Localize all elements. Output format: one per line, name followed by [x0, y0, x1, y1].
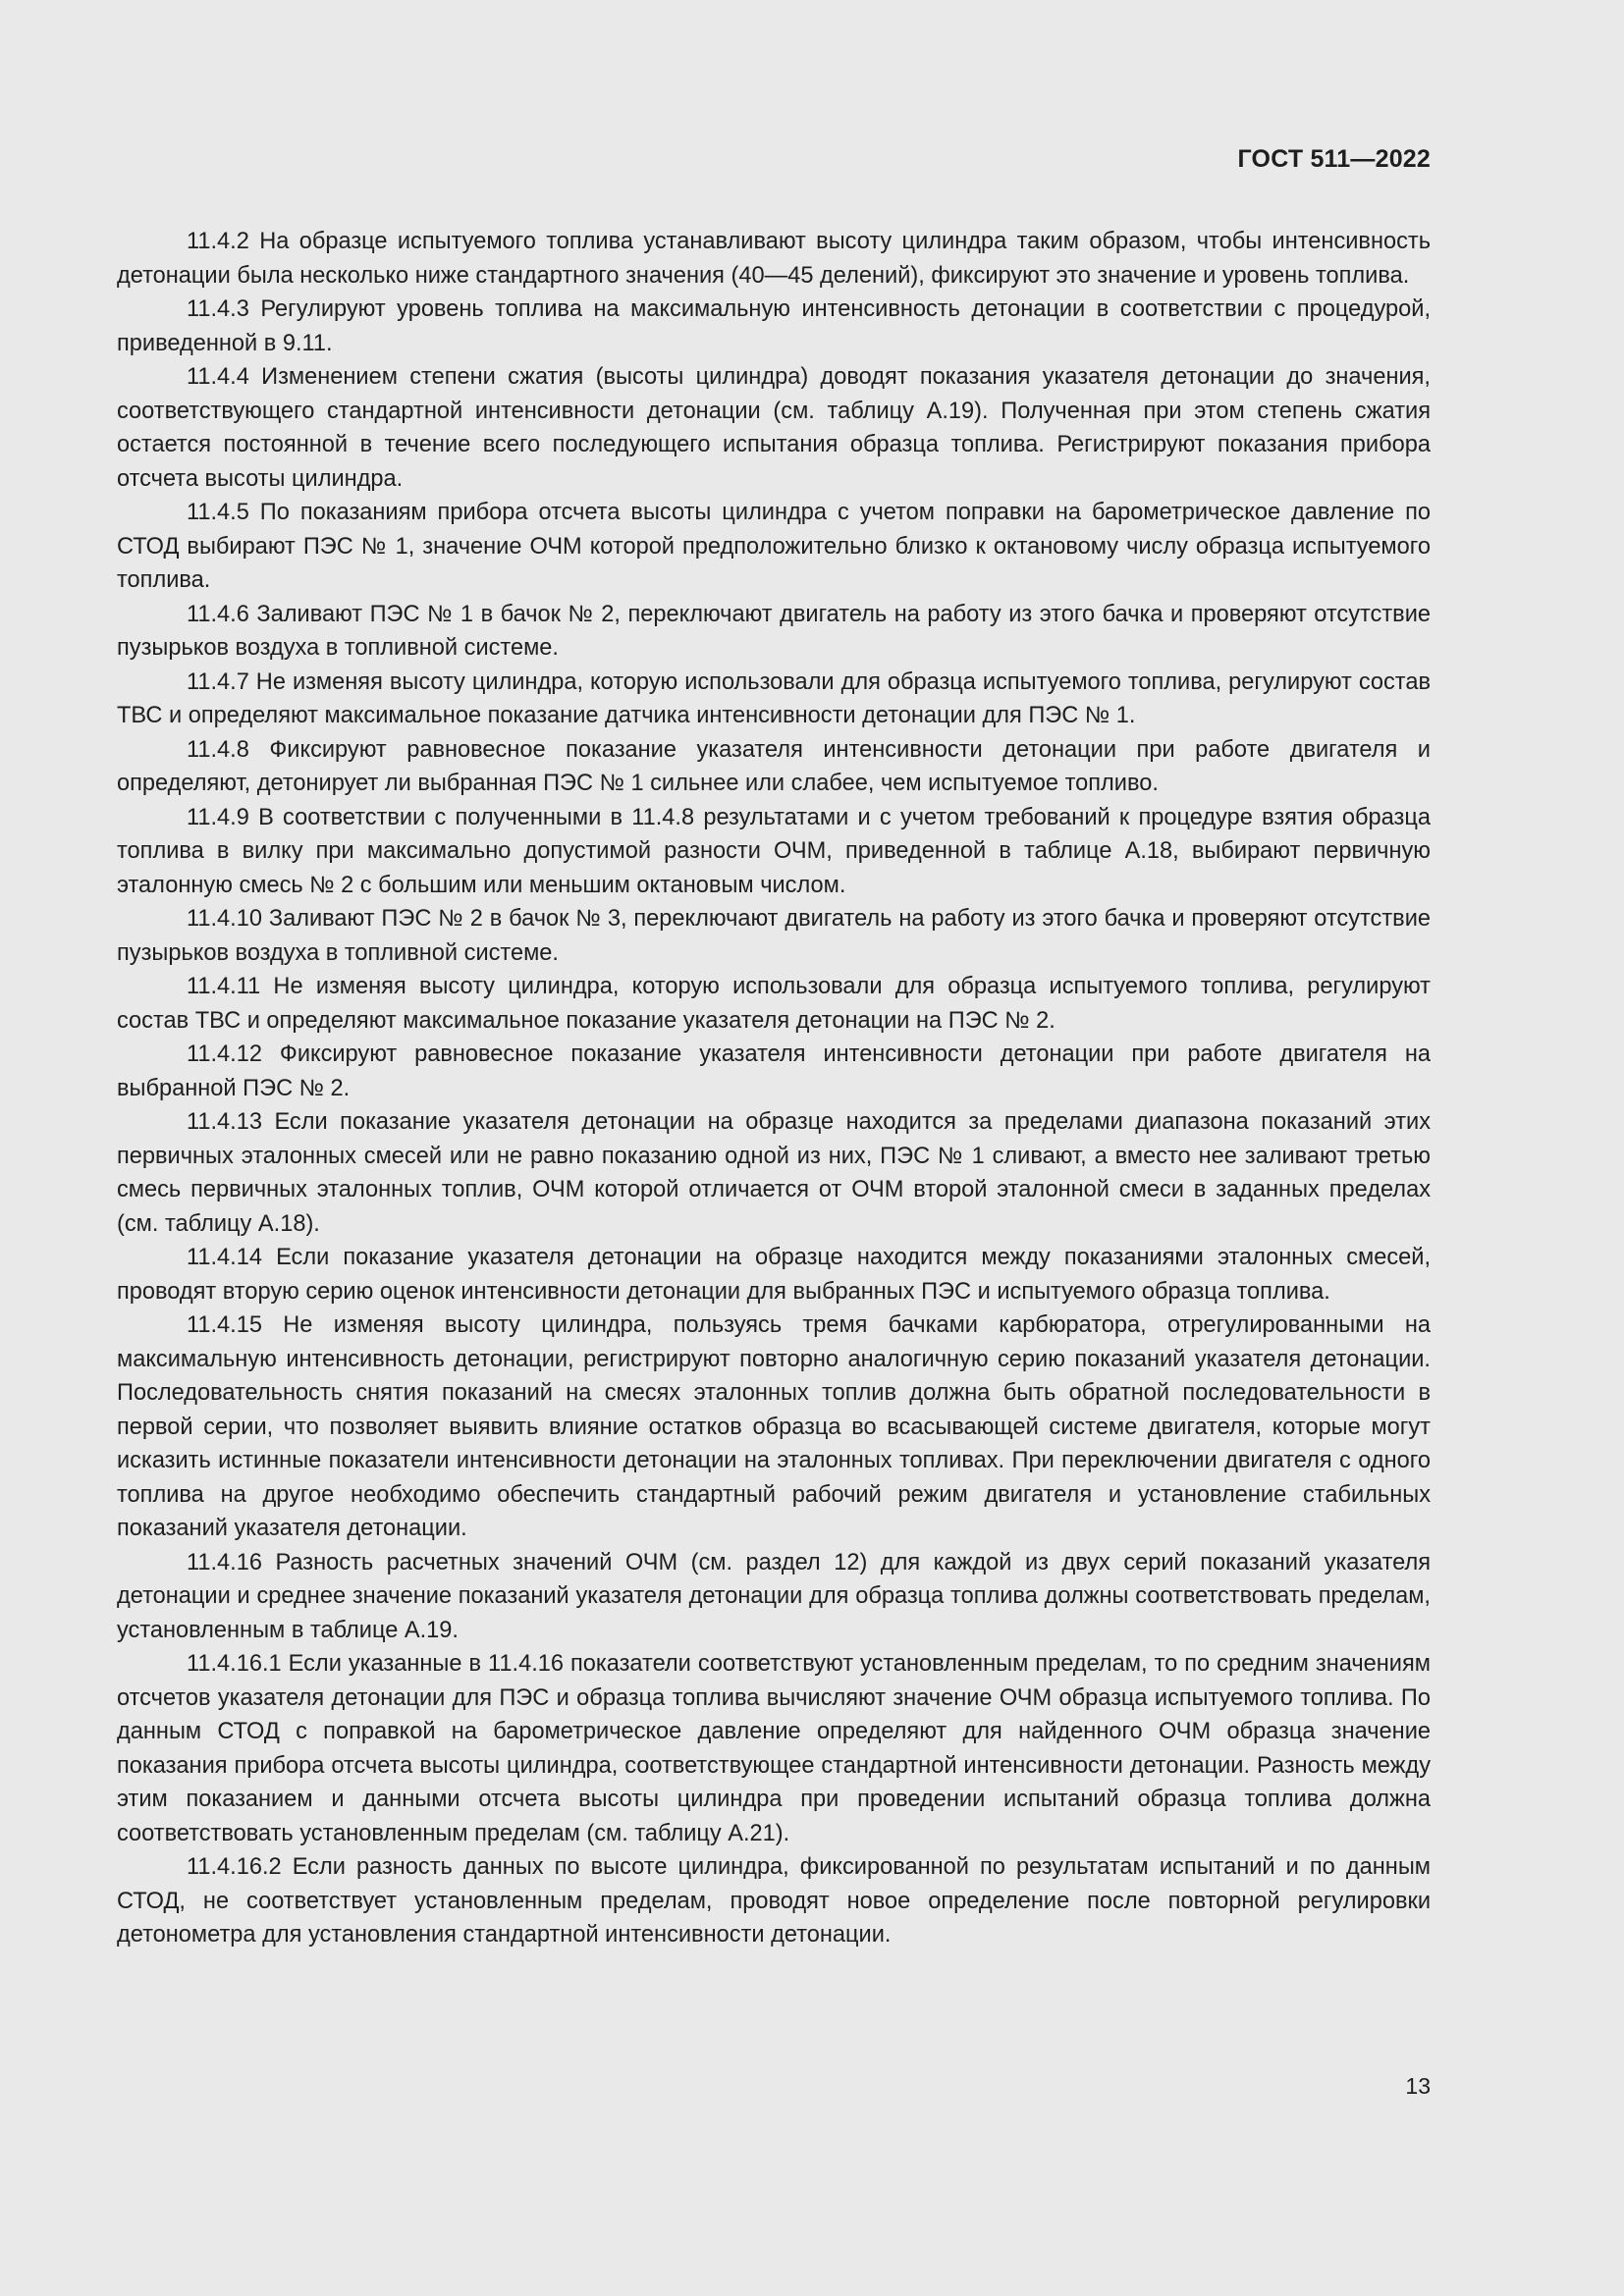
paragraph-11-4-3: 11.4.3 Регулируют уровень топлива на максимальную интенсивность детонации в соответствии с процедурой, приведенной в 9.11.: [117, 296, 1431, 356]
paragraph-11-4-4: 11.4.4 Изменением степени сжатия (высоты цилиндра) доводят показания указателя детонации до значения, соответствующего стандартной интенсивности детонации (см. таблицу А.19). Полученная при этом степень сжатия остается постоянной в течение всего последующего испытания образца топлива. Регистрируют показания прибора отсчета высоты цилиндра.: [117, 364, 1431, 492]
paragraph-11-4-5: 11.4.5 По показаниям прибора отсчета высоты цилиндра с учетом поправки на барометрическое давление по СТОД выбирают ПЭС № 1, значение ОЧМ которой предположительно близко к октановому числу образца испытуемого топлива.: [117, 500, 1431, 593]
paragraph-11-4-16-1: 11.4.16.1 Если указанные в 11.4.16 показатели соответствуют установленным пределам, то по средним значениям отсчетов указателя детонации для ПЭС и образца топлива вычисляют значение ОЧМ образца испытуемого топлива. По данным СТОД с поправкой на барометрическое давление определяют для найденного ОЧМ образца значение показания прибора отсчета высоты цилиндра, соответствующее стандартной интенсивности детонации. Разность между этим показанием и данными отсчета высоты цилиндра при проведении испытаний образца топлива должна соответствовать установленным пределам (см. таблицу А.21).: [117, 1651, 1431, 1846]
page-number: 13: [1405, 2073, 1431, 2099]
paragraph-11-4-14: 11.4.14 Если показание указателя детонации на образце находится между показаниями эталонных смесей, проводят вторую серию оценок интенсивности детонации для выбранных ПЭС и испытуемого образца топлива.: [117, 1245, 1431, 1305]
paragraph-11-4-11: 11.4.11 Не изменяя высоту цилиндра, которую использовали для образца испытуемого топлива, регулируют состав ТВС и определяют максимальное показание указателя детонации на ПЭС № 2.: [117, 974, 1431, 1034]
paragraph-11-4-2: 11.4.2 На образце испытуемого топлива устанавливают высоту цилиндра таким образом, чтобы интенсивность детонации была несколько ниже стандартного значения (40—45 делений), фиксируют это значение и уровень топлива.: [117, 229, 1431, 289]
paragraph-11-4-6: 11.4.6 Заливают ПЭС № 1 в бачок № 2, переключают двигатель на работу из этого бачка и проверяют отсутствие пузырьков воздуха в топливной системе.: [117, 601, 1431, 661]
paragraph-11-4-9: 11.4.9 В соответствии с полученными в 11.4.8 результатами и с учетом требований к процедуре взятия образца топлива в вилку при максимально допустимой разности ОЧМ, приведенной в таблице А.18, выбирают первичную эталонную смесь № 2 с большим или меньшим октановым числом.: [117, 804, 1431, 898]
paragraph-11-4-16: 11.4.16 Разность расчетных значений ОЧМ (см. раздел 12) для каждой из двух серий показаний указателя детонации и среднее значение показаний указателя детонации для образца топлива должны соответствовать пределам, установленным в таблице А.19.: [117, 1549, 1431, 1643]
paragraph-11-4-13: 11.4.13 Если показание указателя детонации на образце находится за пределами диапазона показаний этих первичных эталонных смесей или не равно показанию одной из них, ПЭС № 1 сливают, а вместо нее заливают третью смесь первичных эталонных топлив, ОЧМ которой отличается от ОЧМ второй эталонной смеси в заданных пределах (см. таблицу А.18).: [117, 1109, 1431, 1237]
paragraph-11-4-12: 11.4.12 Фиксируют равновесное показание указателя интенсивности детонации при работе двигателя на выбранной ПЭС № 2.: [117, 1041, 1431, 1101]
paragraph-11-4-16-2: 11.4.16.2 Если разность данных по высоте цилиндра, фиксированной по результатам испытаний и по данным СТОД, не соответствует установленным пределам, проводят новое определение после повторной регулировки детонометра для установления стандартной интенсивности детонации.: [117, 1854, 1431, 1948]
paragraph-11-4-7: 11.4.7 Не изменяя высоту цилиндра, которую использовали для образца испытуемого топлива, регулируют состав ТВС и определяют максимальное показание датчика интенсивности детонации для ПЭС № 1.: [117, 668, 1431, 728]
paragraph-11-4-15: 11.4.15 Не изменяя высоту цилиндра, пользуясь тремя бачками карбюратора, отрегулированными на максимальную интенсивность детонации, регистрируют повторно аналогичную серию показаний указателя детонации. Последовательность снятия показаний на смесях эталонных топлив должна быть обратной последовательности в первой серии, что позволяет выявить влияние остатков образца во всасывающей системе двигателя, которые могут исказить истинные показатели интенсивности детонации на эталонных топливах. При переключении двигателя с одного топлива на другое необходимо обеспечить стандартный рабочий режим двигателя и установление стабильных показаний указателя детонации.: [117, 1312, 1431, 1541]
paragraph-11-4-8: 11.4.8 Фиксируют равновесное показание указателя интенсивности детонации при работе двигателя и определяют, детонирует ли выбранная ПЭС № 1 сильнее или слабее, чем испытуемое топливо.: [117, 736, 1431, 796]
document-body: [117, 225, 1431, 1952]
paragraph-11-4-10: 11.4.10 Заливают ПЭС № 2 в бачок № 3, переключают двигатель на работу из этого бачка и проверяют отсутствие пузырьков воздуха в топливной системе.: [117, 906, 1431, 966]
document-code-header: ГОСТ 511—2022: [1237, 145, 1431, 173]
